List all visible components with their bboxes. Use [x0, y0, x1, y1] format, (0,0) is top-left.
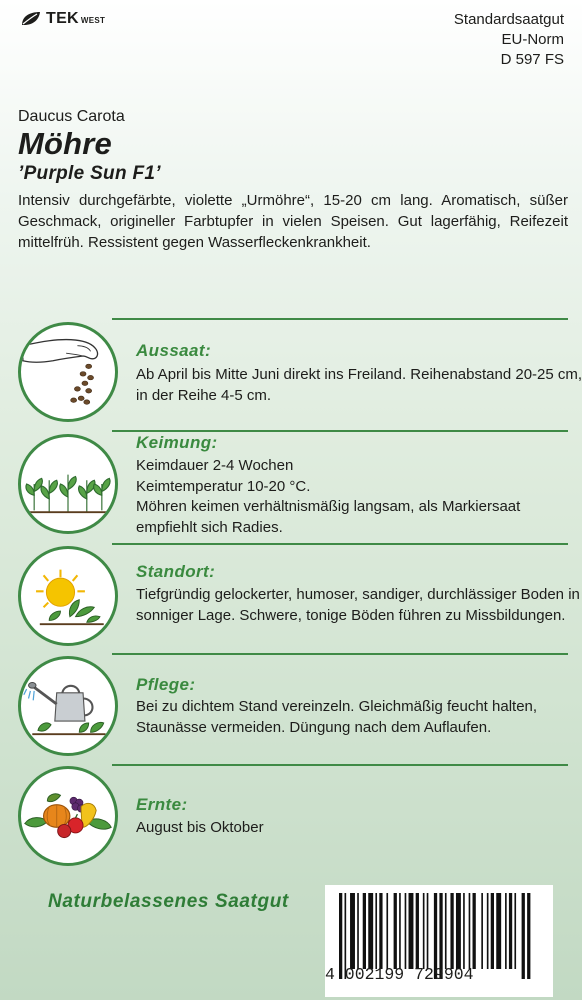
section-text-aussaat: [136, 365, 582, 406]
barcode-number: 4 002199 729904: [325, 965, 474, 984]
barcode-bar: [509, 893, 512, 969]
section-divider: [112, 764, 568, 766]
barcode-bar: [375, 893, 377, 969]
product-name: Möhre: [18, 126, 112, 161]
barcode-bar: [445, 893, 447, 969]
barcode-bar: [450, 893, 453, 969]
barcode-bar: [357, 893, 359, 969]
watering-can-icon: [18, 656, 118, 756]
slogan: Naturbelassenes Saatgut: [48, 891, 289, 912]
brand-name: TEK: [46, 10, 79, 27]
section-text-standort: [136, 585, 580, 626]
section-text-keimung: [136, 456, 566, 538]
code-line: D 597 FS: [500, 51, 564, 68]
barcode-bar: [363, 893, 366, 969]
standard-line: Standardsaatgut: [453, 11, 564, 28]
brand-subname: WEST: [80, 16, 106, 25]
section-title-ernte: Ernte:: [136, 795, 188, 814]
barcode-bar: [469, 893, 471, 969]
section-divider: [112, 430, 568, 432]
barcode-bar: [394, 893, 397, 969]
text-line: Ab April bis Mitte Juni direkt ins Freiland. Reihenabstand 20-25 cm,: [136, 366, 582, 383]
sun-plant-icon: [18, 546, 118, 646]
barcode-bar: [350, 893, 355, 969]
product-description: Intensiv durchgefärbte, violette „Urmöhre“, 15-20 cm lang. Aromatisch, süßer Geschmack, origineller Farbtupfer in vielen Speisen. Gut lagerfähig, Reifezeit mittelfrüh. Ressistent gegen Wasserfleckenkrankheit.: [18, 192, 568, 251]
barcode-bar: [409, 893, 414, 969]
barcode-bar: [473, 893, 476, 969]
text-line: Möhren keimen verhältnismäßig langsam, als Markiersaat: [136, 498, 521, 515]
leaf-logo-icon: [20, 11, 42, 27]
brand-logo: [20, 10, 105, 28]
seed-standard-info: [454, 10, 564, 70]
text-line: in der Reihe 4-5 cm.: [136, 386, 272, 404]
text-line: August bis Oktober: [136, 819, 264, 836]
text-line: empfiehlt sich Radies.: [136, 518, 283, 536]
barcode-bar: [405, 893, 407, 969]
barcode-bar: [379, 893, 382, 969]
barcode-bar: [456, 893, 461, 969]
sowing-hand-icon: [18, 322, 118, 422]
section-title-standort: Standort:: [136, 562, 216, 581]
barcode-bar: [481, 893, 483, 969]
section-divider: [112, 653, 568, 655]
harvest-basket-icon: [18, 766, 118, 866]
text-line: Tiefgründig gelockerter, humoser, sandiger, durchlässiger Boden in: [136, 586, 580, 603]
text-line: sonniger Lage. Schwere, tonige Böden führen zu Missbildungen.: [136, 606, 566, 624]
text-line: Bei zu dichtem Stand vereinzeln. Gleichmäßig feucht halten,: [136, 698, 538, 715]
section-divider: [112, 543, 568, 545]
barcode-bar: [463, 893, 465, 969]
barcode-bar: [505, 893, 507, 969]
barcode-bar: [416, 893, 419, 969]
barcode-bar: [496, 893, 501, 969]
barcode-bar: [514, 893, 516, 969]
section-title-pflege: Pflege:: [136, 675, 196, 694]
barcode-bar: [399, 893, 401, 969]
variety-name: ’Purple Sun F1’: [18, 163, 161, 184]
section-title-aussaat: Aussaat:: [136, 341, 212, 360]
barcode-bar: [423, 893, 425, 969]
section-title-keimung: Keimung:: [136, 433, 218, 452]
barcode-bar: [386, 893, 388, 969]
section-text-pflege: [136, 697, 566, 738]
barcode-bar: [491, 893, 494, 969]
section-text-ernte: [136, 818, 566, 839]
text-line: Keimtemperatur 10-20 °C.: [136, 477, 311, 495]
text-line: Staunässe vermeiden. Düngung nach dem Auflaufen.: [136, 718, 492, 736]
section-divider: [112, 318, 568, 320]
barcode-bar: [487, 893, 489, 969]
text-line: Keimdauer 2-4 Wochen: [136, 457, 294, 474]
seedlings-icon: [18, 434, 118, 534]
barcode-bar: [368, 893, 373, 969]
barcode-bar: [427, 893, 429, 969]
norm-line: EU-Norm: [501, 31, 564, 48]
latin-name: Daucus Carota: [18, 108, 125, 125]
